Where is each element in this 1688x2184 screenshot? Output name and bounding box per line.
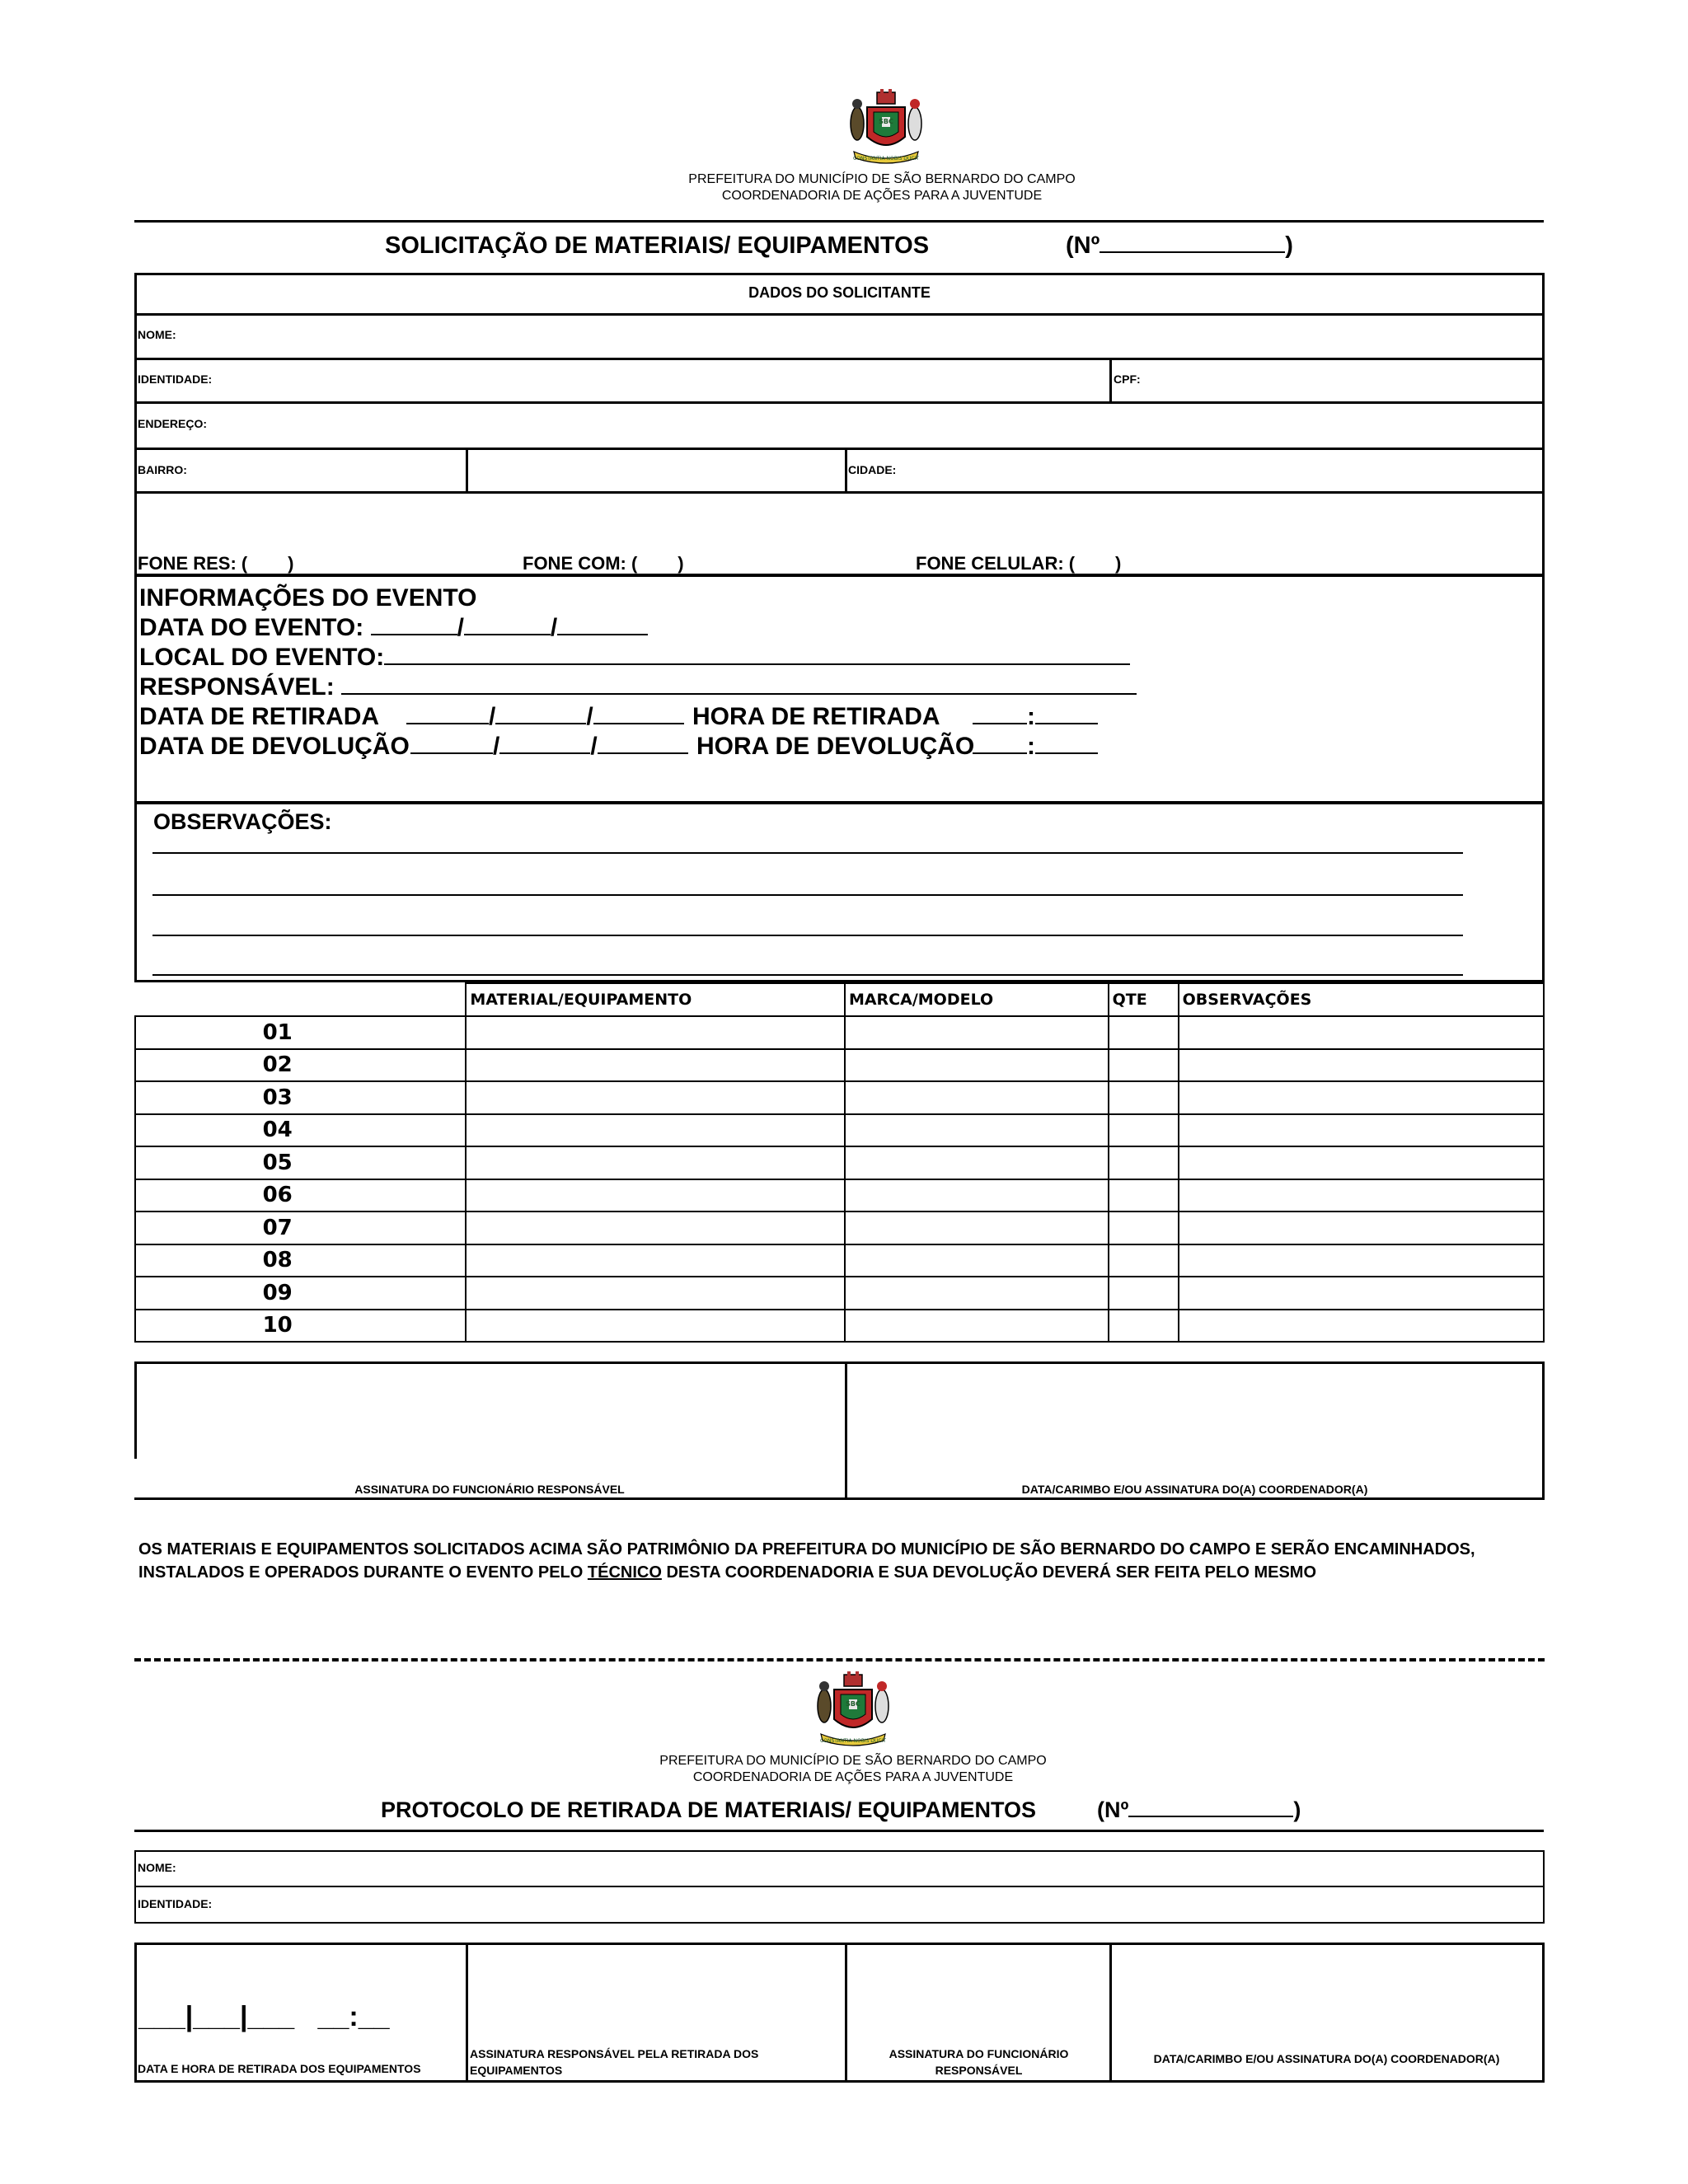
divider (845, 448, 847, 492)
row-number: 10 (135, 1310, 466, 1343)
institution-name: PREFEITURA DO MUNICÍPIO DE SÃO BERNARDO DO CAMPO (688, 172, 1076, 186)
divider (134, 1361, 137, 1459)
qte-cell[interactable] (1109, 1212, 1179, 1244)
table-row (135, 1114, 1544, 1147)
blank-header-cell (135, 983, 466, 1016)
assinatura-funcionario-protocolo-field[interactable]: ASSINATURA DO FUNCIONÁRIO RESPONSÁVEL (889, 2047, 1069, 2077)
observacoes-title: OBSERVAÇÕES: (153, 809, 332, 834)
row-number: 03 (135, 1081, 466, 1114)
qte-cell[interactable] (1109, 1049, 1179, 1082)
marca-cell[interactable] (845, 1277, 1109, 1310)
marca-header: MARCA/MODELO (845, 983, 1109, 1016)
assinatura-retirada-field[interactable]: ASSINATURA RESPONSÁVEL PELA RETIRADA DOS EQUIPAMENTOS (470, 2047, 759, 2077)
qte-cell[interactable] (1109, 1179, 1179, 1212)
observacoes-cell[interactable] (1179, 1212, 1544, 1244)
table-row (135, 1212, 1544, 1244)
patrimonio-notice: OS MATERIAIS E EQUIPAMENTOS SOLICITADOS ACIMA SÃO PATRIMÔNIO DA PREFEITURA DO MUNICÍPIO DE SÃO BERNARDO DO CAMPO E SERÃO ENCAMINHADOS, INSTALADOS E OPERADOS DURANTE O EVENTO PELO TÉCNICO DESTA COORDENADORIA E SUA DEVOLUÇÃO DEVERÁ SER FEITA PELO MESMO (138, 1540, 1475, 1582)
marca-cell[interactable] (845, 1146, 1109, 1179)
material-cell[interactable] (466, 1081, 845, 1114)
marca-cell[interactable] (845, 1179, 1109, 1212)
assinatura-funcionario-field[interactable]: ASSINATURA DO FUNCIONÁRIO RESPONSÁVEL (354, 1483, 625, 1496)
responsavel-field[interactable]: RESPONSÁVEL: (139, 673, 1137, 701)
fone-res-field[interactable]: FONE RES: ( ) (138, 553, 294, 574)
divider (845, 1361, 847, 1500)
data-retirada-field[interactable]: DATA DE RETIRADA (139, 703, 380, 730)
fone-celular-field[interactable]: FONE CELULAR: ( ) (916, 553, 1122, 574)
municipal-crest-logo (849, 89, 923, 168)
table-row (135, 1310, 1544, 1343)
fone-com-field[interactable]: FONE COM: ( ) (523, 553, 684, 574)
observacoes-cell[interactable] (1179, 1016, 1544, 1049)
material-header: MATERIAL/EQUIPAMENTO (466, 983, 845, 1016)
hora-devolucao-field[interactable]: : (973, 733, 1098, 761)
solicitante-section (134, 273, 1545, 576)
table-row (135, 1244, 1544, 1277)
material-cell[interactable] (466, 1244, 845, 1277)
form-number-field[interactable] (1100, 233, 1285, 253)
protocolo-identidade-field[interactable]: IDENTIDADE: (138, 1897, 213, 1910)
protocolo-number: (Nº ) (1097, 1797, 1301, 1822)
row-number: 01 (135, 1016, 466, 1049)
data-hora-retirada-label: DATA E HORA DE RETIRADA DOS EQUIPAMENTOS (138, 2062, 421, 2075)
coordenador-signature-field[interactable]: DATA/CARIMBO E/OU ASSINATURA DO(A) COORDENADOR(A) (1021, 1483, 1368, 1496)
svg-text:CONSTANTIA NOBIS DUCIT: CONSTANTIA NOBIS DUCIT (820, 1738, 886, 1744)
observacoes-cell[interactable] (1179, 1146, 1544, 1179)
form-title: SOLICITAÇÃO DE MATERIAIS/ EQUIPAMENTOS (385, 232, 930, 259)
nome-field[interactable]: NOME: (138, 328, 176, 341)
qte-cell[interactable] (1109, 1114, 1179, 1147)
form-number: (Nº ) (1066, 232, 1293, 259)
divider (134, 448, 1545, 450)
row-number: 02 (135, 1049, 466, 1082)
municipal-crest-logo (816, 1671, 890, 1750)
row-number: 06 (135, 1179, 466, 1212)
divider (1109, 1943, 1112, 2083)
material-cell[interactable] (466, 1146, 845, 1179)
table-row (135, 1179, 1544, 1212)
coordenador-protocolo-field[interactable]: DATA/CARIMBO E/OU ASSINATURA DO(A) COORDENADOR(A) (1153, 2052, 1500, 2065)
data-retirada-inputs[interactable]: / / (406, 703, 684, 731)
marca-cell[interactable] (845, 1244, 1109, 1277)
table-row (135, 1146, 1544, 1179)
row-number: 05 (135, 1146, 466, 1179)
qte-cell[interactable] (1109, 1146, 1179, 1179)
cut-line (134, 1658, 1545, 1661)
cpf-field[interactable]: CPF: (1114, 373, 1141, 386)
observacoes-cell[interactable] (1179, 1179, 1544, 1212)
observacoes-header: OBSERVAÇÕES (1179, 983, 1544, 1016)
header-divider (134, 220, 1544, 223)
observacoes-cell[interactable] (1179, 1310, 1544, 1343)
hora-retirada-label: HORA DE RETIRADA (692, 703, 940, 730)
svg-text:SBC: SBC (846, 1700, 860, 1708)
endereco-field[interactable]: ENDEREÇO: (138, 417, 208, 430)
row-number: 04 (135, 1114, 466, 1147)
identidade-field[interactable]: IDENTIDADE: (138, 373, 213, 386)
department-name: COORDENADORIA DE AÇÕES PARA A JUVENTUDE (721, 189, 1043, 203)
observacoes-section (134, 802, 1545, 982)
department-name: COORDENADORIA DE AÇÕES PARA A JUVENTUDE (692, 1770, 1014, 1784)
bairro-field[interactable]: BAIRRO: (138, 463, 187, 476)
table-row (135, 1016, 1544, 1049)
observacoes-cell[interactable] (1179, 1277, 1544, 1310)
material-cell[interactable] (466, 1310, 845, 1343)
row-number: 09 (135, 1277, 466, 1310)
protocolo-divider (134, 1830, 1544, 1832)
divider (134, 358, 1545, 360)
divider (466, 1943, 468, 2083)
table-row (135, 1277, 1544, 1310)
marca-cell[interactable] (845, 1049, 1109, 1082)
data-evento-field[interactable]: DATA DO EVENTO: / / (139, 614, 648, 642)
qte-header: QTE (1109, 983, 1179, 1016)
evento-section-title: INFORMAÇÕES DO EVENTO (139, 584, 477, 612)
divider (134, 313, 1545, 316)
material-cell[interactable] (466, 1212, 845, 1244)
qte-cell[interactable] (1109, 1310, 1179, 1343)
observacoes-line[interactable] (152, 935, 1463, 936)
observacoes-line[interactable] (152, 852, 1463, 854)
observacoes-cell[interactable] (1179, 1081, 1544, 1114)
protocolo-nome-field[interactable]: NOME: (138, 1861, 176, 1874)
marca-cell[interactable] (845, 1114, 1109, 1147)
qte-cell[interactable] (1109, 1244, 1179, 1277)
table-row (135, 1081, 1544, 1114)
svg-text:CONSTANTIA NOBIS DUCIT: CONSTANTIA NOBIS DUCIT (853, 156, 919, 162)
material-cell[interactable] (466, 1049, 845, 1082)
row-number: 08 (135, 1244, 466, 1277)
marca-cell[interactable] (845, 1310, 1109, 1343)
observacoes-cell[interactable] (1179, 1049, 1544, 1082)
protocolo-number-field[interactable] (1128, 1797, 1293, 1817)
svg-text:SBC: SBC (879, 118, 893, 125)
hora-devolucao-label: HORA DE DEVOLUÇÃO (696, 733, 975, 760)
qte-cell[interactable] (1109, 1081, 1179, 1114)
signature-area (134, 1361, 1545, 1500)
institution-name: PREFEITURA DO MUNICÍPIO DE SÃO BERNARDO DO CAMPO (659, 1754, 1047, 1768)
marca-cell[interactable] (845, 1016, 1109, 1049)
material-cell[interactable] (466, 1016, 845, 1049)
data-devolucao-inputs[interactable]: / / (410, 733, 688, 761)
divider (134, 401, 1545, 404)
datetime-mask-field[interactable]: ___|___|___ __:__ (138, 2001, 390, 2032)
observacoes-cell[interactable] (1179, 1244, 1544, 1277)
observacoes-line[interactable] (152, 974, 1463, 976)
table-row (135, 1049, 1544, 1082)
row-number: 07 (135, 1212, 466, 1244)
hora-retirada-field[interactable]: : (973, 703, 1098, 731)
divider (845, 1943, 847, 2083)
material-cell[interactable] (466, 1114, 845, 1147)
material-cell[interactable] (466, 1179, 845, 1212)
items-table-header (135, 983, 1544, 1016)
qte-cell[interactable] (1109, 1016, 1179, 1049)
divider (134, 1886, 1545, 1887)
cidade-field[interactable]: CIDADE: (848, 463, 897, 476)
qte-cell[interactable] (1109, 1277, 1179, 1310)
divider (466, 448, 468, 492)
material-cell[interactable] (466, 1277, 845, 1310)
observacoes-line[interactable] (152, 894, 1463, 896)
items-table (134, 982, 1545, 1343)
divider (134, 491, 1545, 494)
marca-cell[interactable] (845, 1212, 1109, 1244)
data-devolucao-field[interactable]: DATA DE DEVOLUÇÃO (139, 733, 410, 760)
local-evento-field[interactable]: LOCAL DO EVENTO: (139, 644, 1130, 672)
marca-cell[interactable] (845, 1081, 1109, 1114)
protocolo-title: PROTOCOLO DE RETIRADA DE MATERIAIS/ EQUIPAMENTOS (381, 1797, 1037, 1822)
divider (1109, 358, 1112, 401)
solicitante-section-title: DADOS DO SOLICITANTE (748, 284, 931, 301)
observacoes-cell[interactable] (1179, 1114, 1544, 1147)
